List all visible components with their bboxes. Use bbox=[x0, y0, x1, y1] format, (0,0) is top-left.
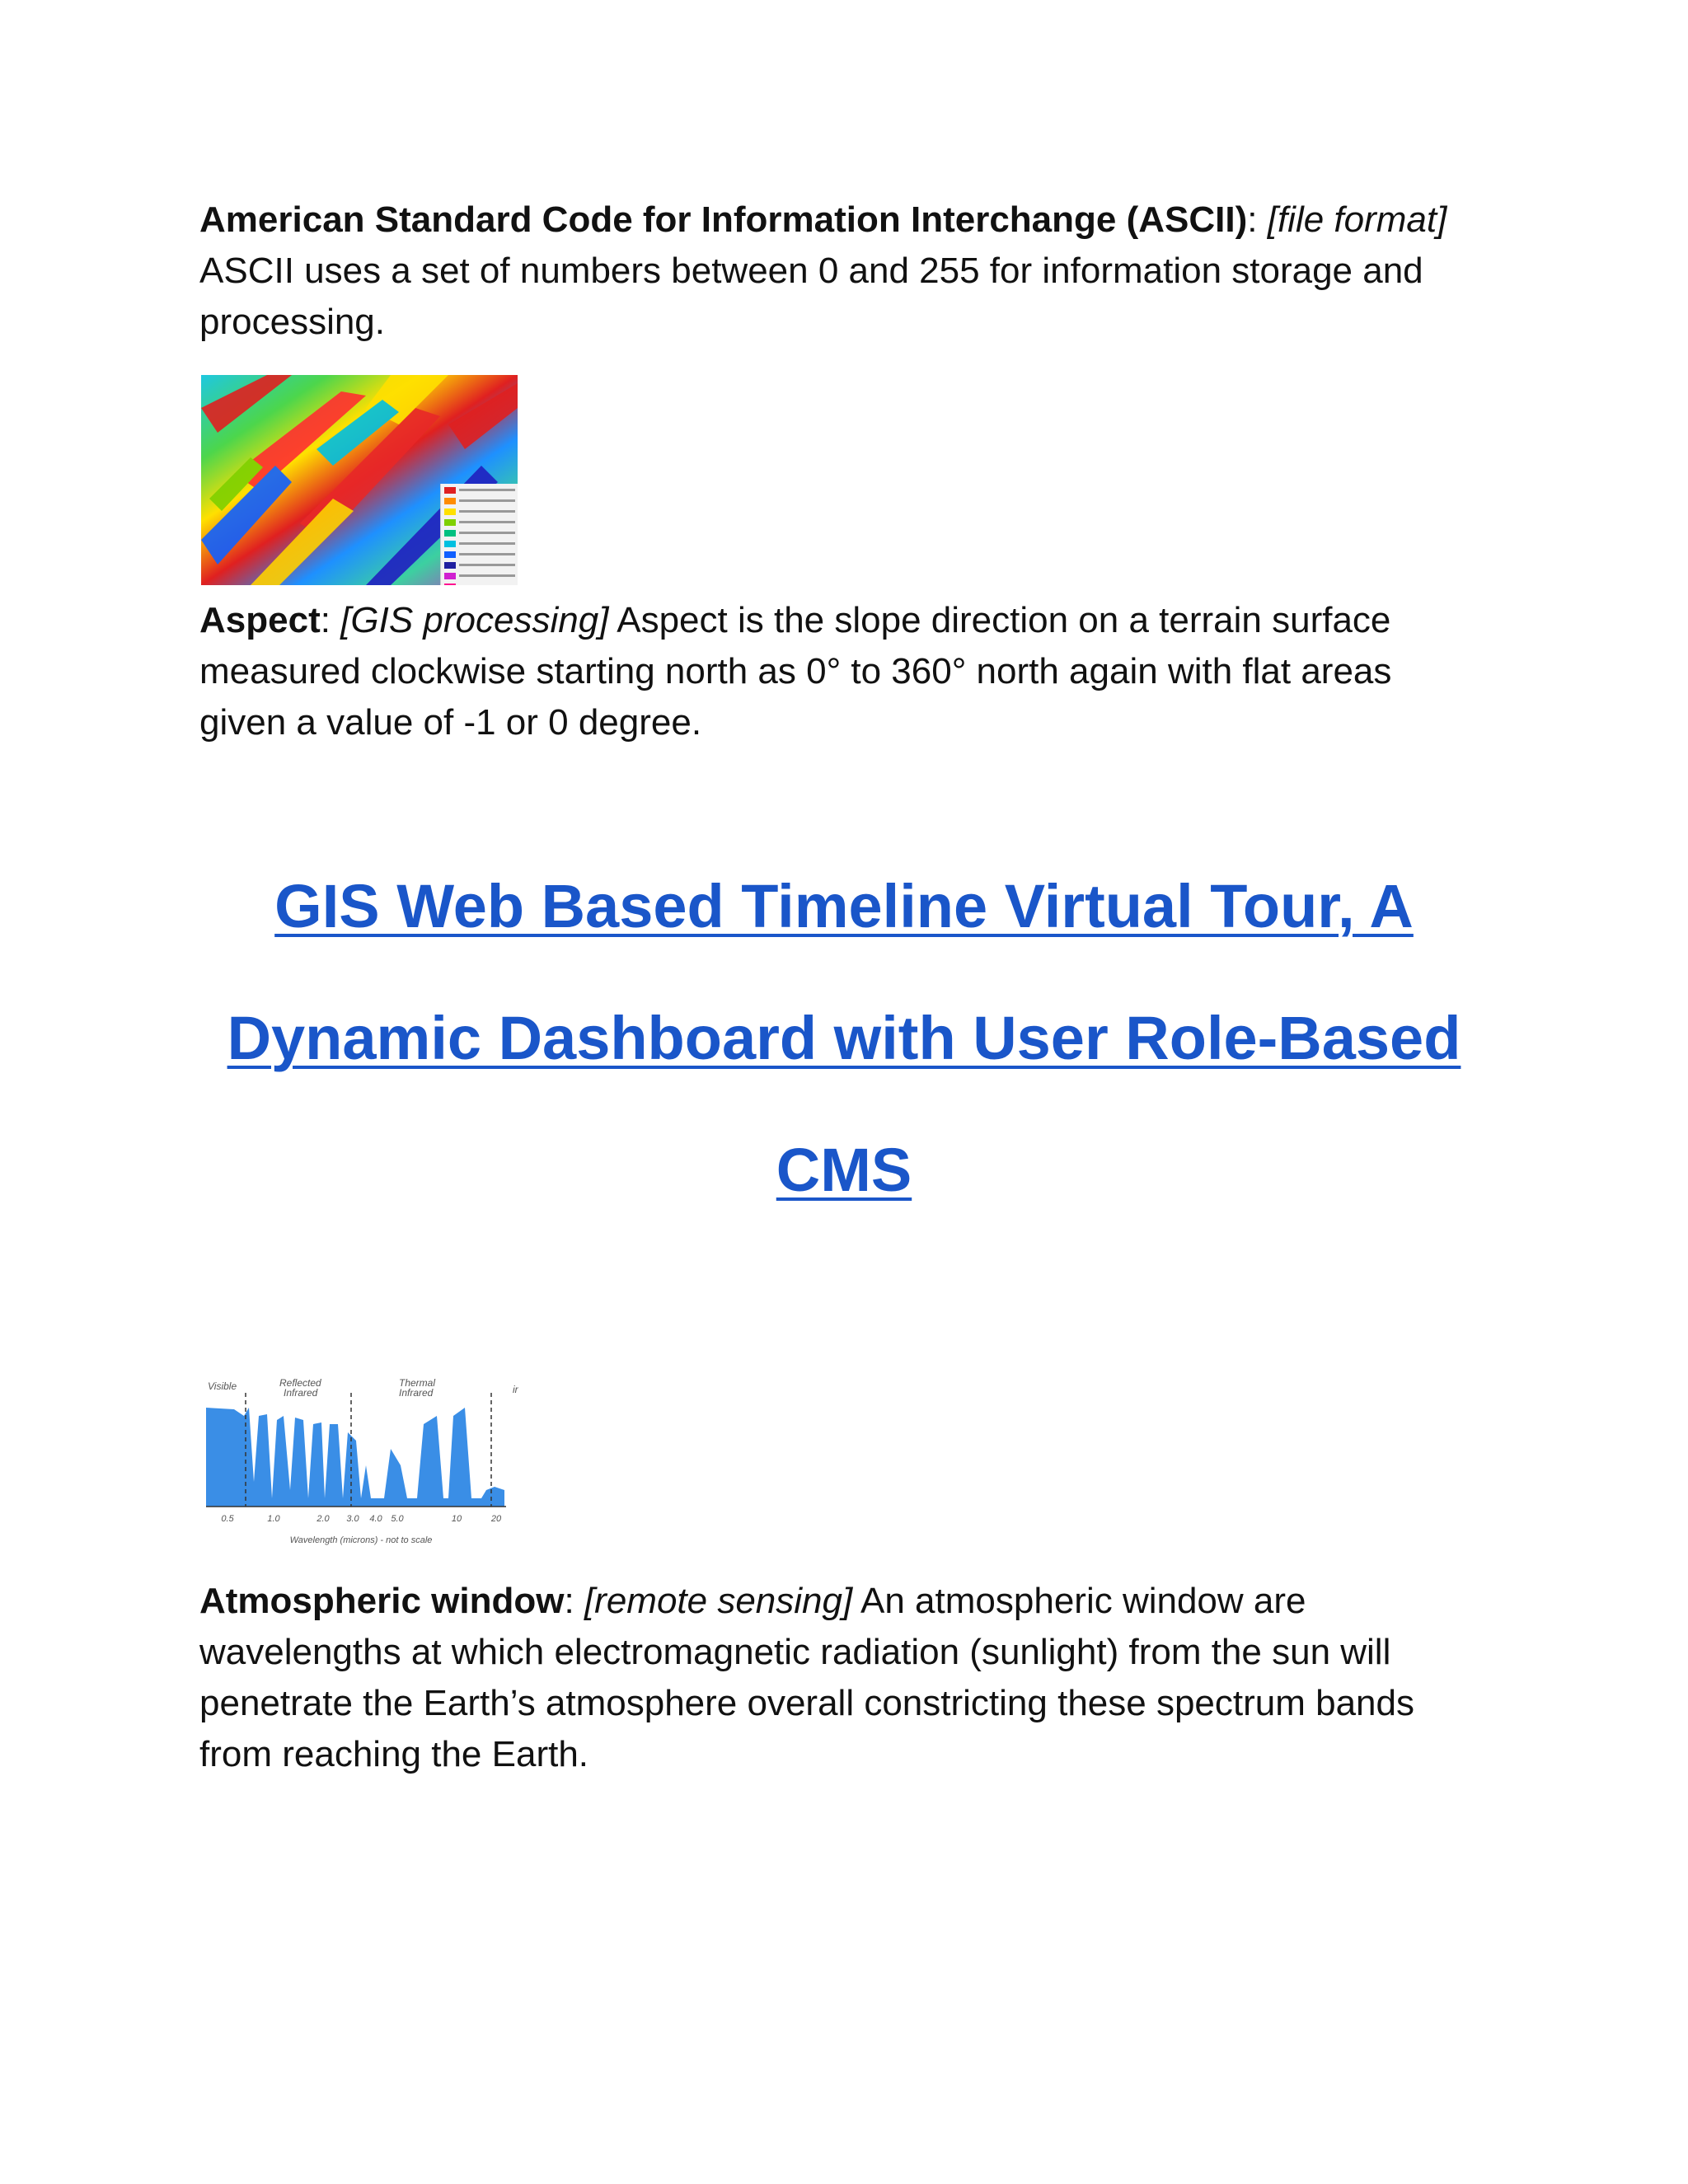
tick-label: 4.0 bbox=[369, 1514, 382, 1524]
legend-swatch bbox=[444, 562, 456, 569]
legend-swatch bbox=[444, 498, 456, 504]
legend-swatch bbox=[444, 541, 456, 547]
term-separator: : bbox=[564, 1581, 584, 1621]
legend-text-line bbox=[459, 574, 515, 577]
legend-entry bbox=[444, 582, 515, 585]
entry-ascii bbox=[199, 194, 1485, 348]
term-ascii: American Standard Code for Information Interchange (ASCII) bbox=[199, 199, 1248, 240]
term-separator: : bbox=[1247, 199, 1268, 240]
legend-entry bbox=[444, 550, 515, 559]
legend-swatch bbox=[444, 551, 456, 558]
aspect-map-image bbox=[201, 375, 518, 585]
legend-entry bbox=[444, 507, 515, 516]
legend-swatch bbox=[444, 487, 456, 494]
heading-link-line-3[interactable]: CMS bbox=[776, 1136, 912, 1204]
tick-label: 20 bbox=[490, 1514, 502, 1524]
legend-swatch bbox=[444, 530, 456, 537]
heading-link-line-2[interactable]: Dynamic Dashboard with User Role-Based bbox=[227, 1004, 1461, 1072]
term-aspect: Aspect bbox=[199, 600, 321, 640]
legend-entry bbox=[444, 539, 515, 548]
legend-entry bbox=[444, 485, 515, 494]
term-atmospheric-window: Atmospheric window bbox=[199, 1581, 565, 1621]
legend-text-line bbox=[459, 553, 515, 555]
legend-text-line bbox=[459, 510, 515, 513]
legend-text-line bbox=[459, 521, 515, 523]
region-label-reflected-infrared: Infrared bbox=[284, 1387, 318, 1399]
legend-swatch bbox=[444, 509, 456, 515]
legend-entry bbox=[444, 528, 515, 537]
definition-aspect: Aspect is the slope direction on a terrain surface measured clockwise starting north as 0° to 360° north again with flat areas given a value of -1 or 0 degree. bbox=[199, 600, 1392, 743]
definition-ascii: ASCII uses a set of numbers between 0 and 255 for information storage and processing. bbox=[199, 251, 1423, 342]
tick-label: 3.0 bbox=[346, 1514, 359, 1524]
legend-text-line bbox=[459, 564, 515, 566]
region-label-reflected: Reflected bbox=[279, 1377, 321, 1389]
category-atmospheric-window: [remote sensing] bbox=[584, 1581, 853, 1621]
entry-aspect bbox=[199, 595, 1485, 748]
entry-atmospheric-window bbox=[199, 1576, 1485, 1780]
legend-text-line bbox=[459, 542, 515, 545]
legend-entry bbox=[444, 518, 515, 527]
legend-entry bbox=[444, 560, 515, 569]
x-axis-label: Wavelength (microns) - not to scale bbox=[289, 1535, 433, 1545]
term-separator: : bbox=[320, 600, 341, 640]
legend-entry bbox=[444, 496, 515, 505]
legend-swatch bbox=[444, 573, 456, 579]
legend-text-line bbox=[459, 532, 515, 534]
atmospheric-window-graphic bbox=[201, 1375, 521, 1549]
tick-label: 0.5 bbox=[221, 1514, 234, 1524]
tick-label: 5.0 bbox=[391, 1514, 404, 1524]
legend-entry bbox=[444, 571, 515, 580]
region-label-thermal: Thermal bbox=[399, 1377, 436, 1389]
heading-link-line-1[interactable]: GIS Web Based Timeline Virtual Tour, A bbox=[274, 872, 1414, 940]
legend-text-line bbox=[459, 499, 515, 502]
legend-swatch bbox=[444, 583, 456, 586]
definition-atmospheric-window: An atmospheric window are wavelengths at which electromagnetic radiation (sunlight) from the sun will penetrate the Earth’s atmosphere overall constricting these spectrum bands from reaching the Earth. bbox=[199, 1581, 1414, 1774]
category-ascii: [file format] bbox=[1267, 199, 1447, 240]
aspect-legend-box bbox=[440, 484, 518, 585]
legend-text-line bbox=[459, 489, 515, 491]
tick-label: 10 bbox=[451, 1514, 462, 1524]
region-label-visible: Visible bbox=[208, 1380, 237, 1392]
heading-block bbox=[0, 841, 1688, 1236]
atmospheric-window-image bbox=[201, 1375, 521, 1549]
tick-label: 1.0 bbox=[267, 1514, 280, 1524]
category-aspect: [GIS processing] bbox=[340, 600, 609, 640]
region-label-ir: ir bbox=[513, 1384, 518, 1395]
atmospheric-transmission-area bbox=[206, 1408, 504, 1507]
region-label-thermal-infrared: Infrared bbox=[399, 1387, 434, 1399]
tick-label: 2.0 bbox=[316, 1514, 330, 1524]
legend-swatch bbox=[444, 519, 456, 526]
